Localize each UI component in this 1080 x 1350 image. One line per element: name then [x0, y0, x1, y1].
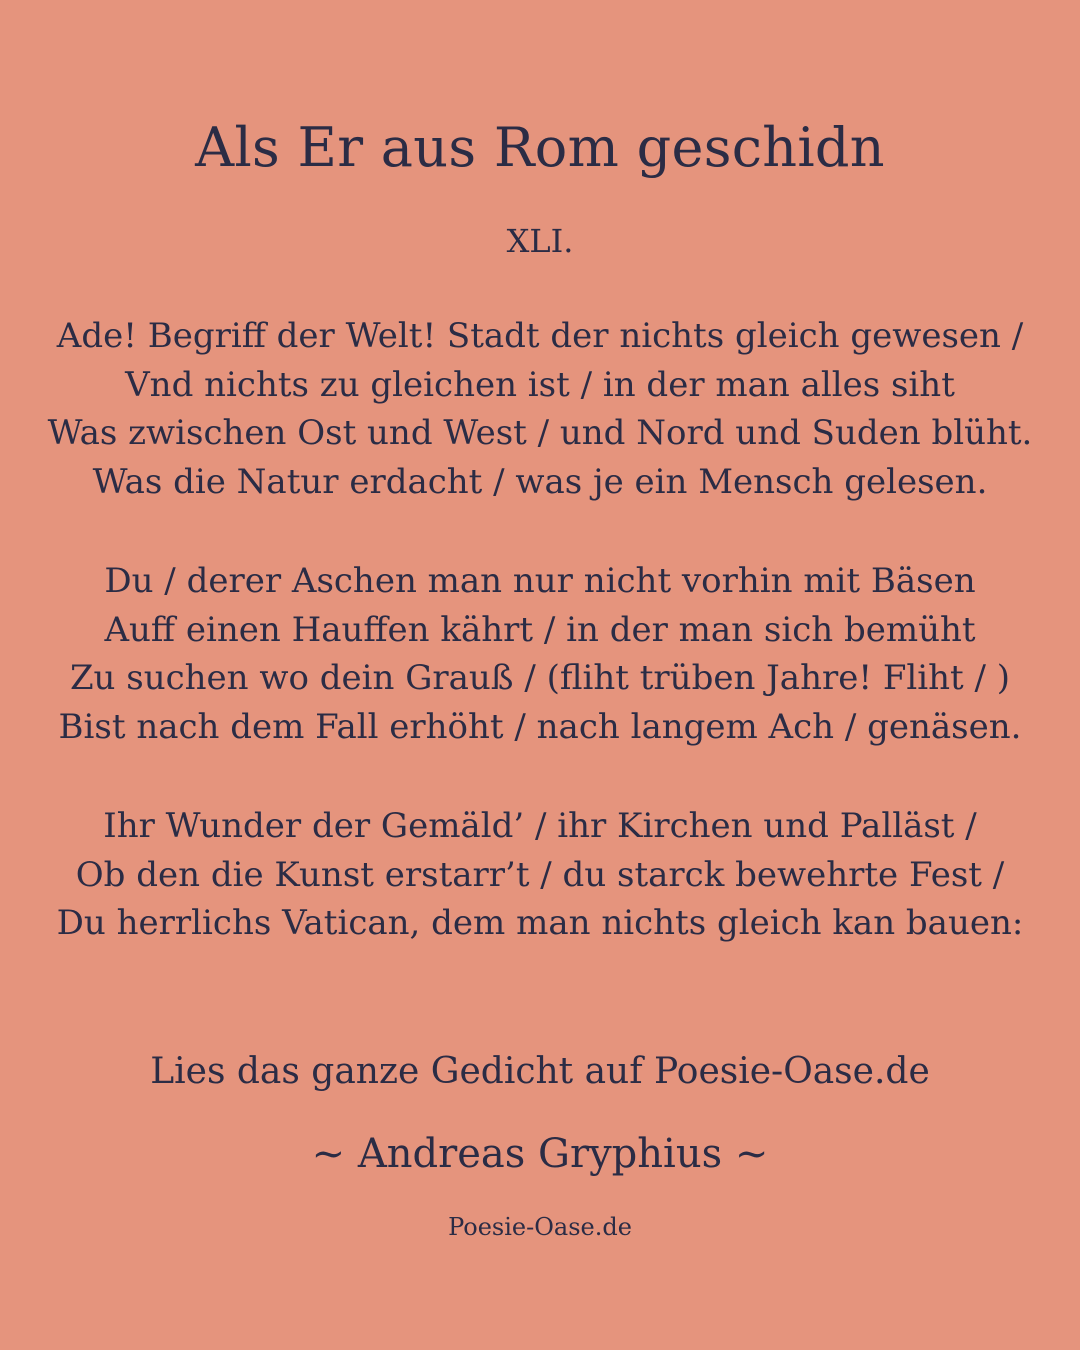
poem-line: Was die Natur erdacht / was je ein Mensch gelesen.	[92, 461, 988, 502]
poem-number: XLI.	[506, 222, 574, 260]
poem-line: Du herrlichs Vatican, dem man nichts gleich kan bauen:	[56, 903, 1024, 944]
author-name: ~ Andreas Gryphius ~	[311, 1131, 769, 1177]
poem-line: Ihr Wunder der Gemäld’ / ihr Kirchen und Palläst /	[103, 806, 977, 846]
site-watermark: Poesie-Oase.de	[448, 1213, 632, 1241]
poem-line: Was zwischen Ost und West / und Nord und Suden blüht.	[47, 413, 1033, 454]
poem-line: Du / derer Aschen man nur nicht vorhin mit Bäsen	[104, 561, 976, 601]
poem-line: Ob den die Kunst erstarr’t / du starck bewehrte Fest /	[75, 854, 1005, 895]
stanza-1	[0, 312, 1080, 506]
poem-title: Als Er aus Rom geschidn	[195, 116, 885, 179]
poem-line: Bist nach dem Fall erhöht / nach langem Ach / genäsen.	[58, 706, 1022, 747]
poem-line: Zu suchen wo dein Grauß / (fliht trüben Jahre! Fliht / )	[69, 658, 1011, 699]
read-more-text: Lies das ganze Gedicht auf Poesie-Oase.de	[150, 1051, 930, 1092]
stanza-3	[0, 802, 1080, 948]
poem-line: Ade! Begriff der Welt! Stadt der nichts gleich gewesen /	[56, 316, 1024, 356]
poem-line: Auff einen Hauffen kährt / in der man sich bemüht	[104, 609, 976, 650]
poem-line: Vnd nichts zu gleichen ist / in der man alles siht	[125, 364, 955, 405]
stanza-2	[0, 557, 1080, 751]
